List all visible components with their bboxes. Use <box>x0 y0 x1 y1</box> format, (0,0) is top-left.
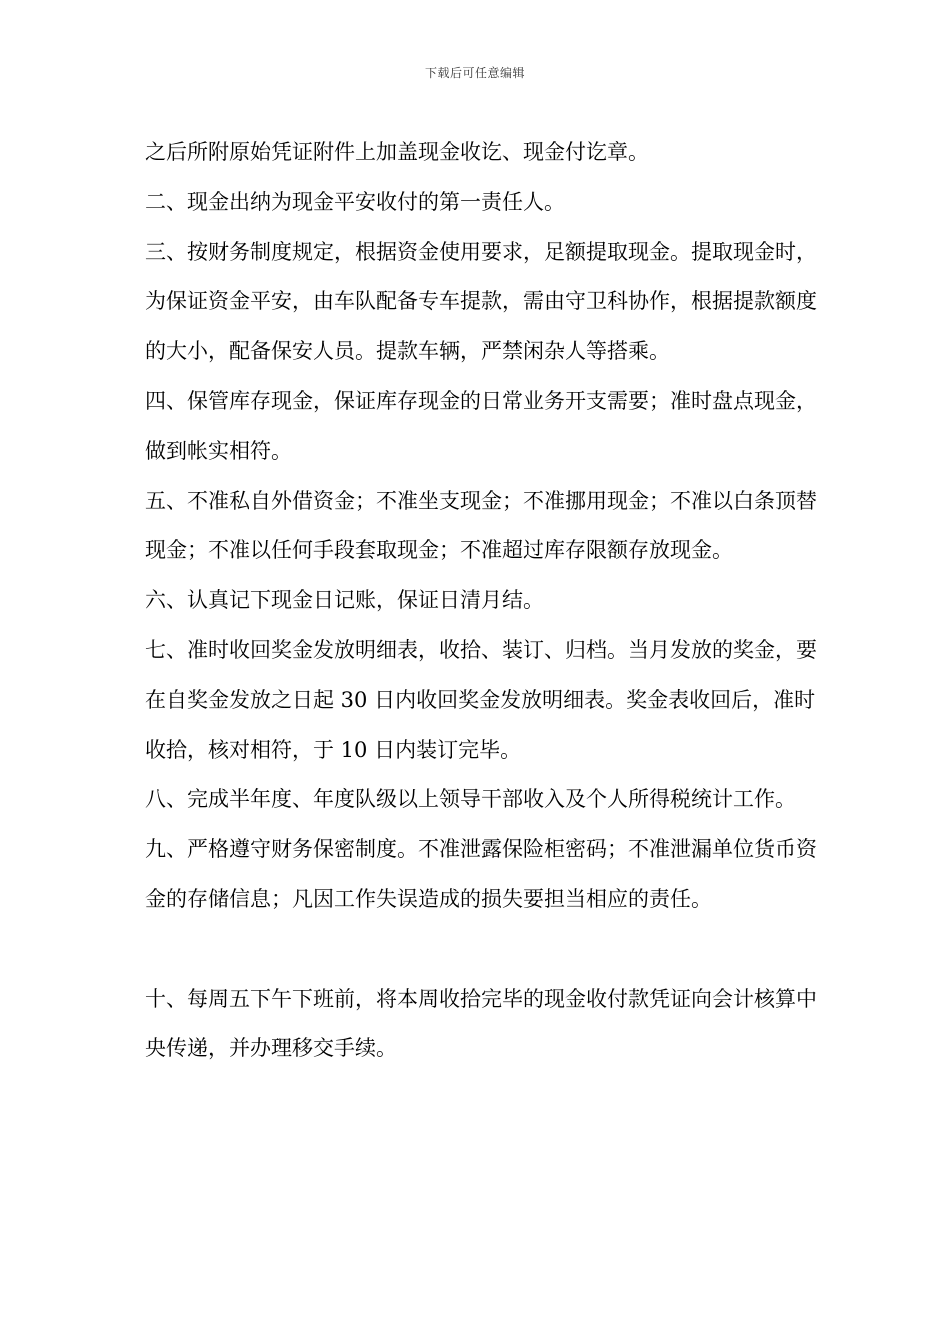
page-header: 下载后可任意编辑 <box>424 66 525 80</box>
paragraph-item-9: 九、严格遵守财务保密制度。不准泄露保险柜密码；不准泄漏单位货币资金的存储信息；凡因工作失误造成的损失要担当相应的责任。 <box>145 837 817 911</box>
paragraph-item-3: 三、按财务制度规定，根据资金使用要求，足额提取现金。提取现金时，为保证资金平安，由车队配备专车提款，需由守卫科协作，根据提款额度的大小，配备保安人员。提款车辆，严禁闲杂人等搭乘。 <box>145 239 817 364</box>
paragraph-spacer <box>145 925 825 975</box>
paragraph-intro-line: 之后所附原始凭证附件上加盖现金收讫、现金付讫章。 <box>145 140 649 164</box>
paragraph-item-10: 十、每周五下午下班前，将本周收拾完毕的现金收付款凭证向会计核算中央传递，并办理移交手续。 <box>145 986 817 1061</box>
document-body <box>145 128 825 1074</box>
paragraph-item-8: 八、完成半年度、年度队级以上领导干部收入及个人所得税统计工作。 <box>145 787 796 812</box>
paragraph-item-4: 四、保管库存现金，保证库存现金的日常业务开支需要；准时盘点现金，做到帐实相符。 <box>145 388 817 463</box>
paragraph-item-6: 六、认真记下现金日记账，保证日清月结。 <box>145 588 544 613</box>
paragraph-item-2: 二、现金出纳为现金平安收付的第一责任人。 <box>145 189 565 214</box>
paragraph-item-7: 七、准时收回奖金发放明细表，收拾、装订、归档。当月发放的奖金，要在自奖金发放之日起 30 日内收回奖金发放明细表。奖金表收回后，准时收拾，核对相符，于 10 日内装订完毕。 <box>145 637 817 762</box>
paragraph-item-5: 五、不准私自外借资金；不准坐支现金；不准挪用现金；不准以白条顶替现金；不准以任何手段套取现金；不准超过库存限额存放现金。 <box>145 488 817 563</box>
